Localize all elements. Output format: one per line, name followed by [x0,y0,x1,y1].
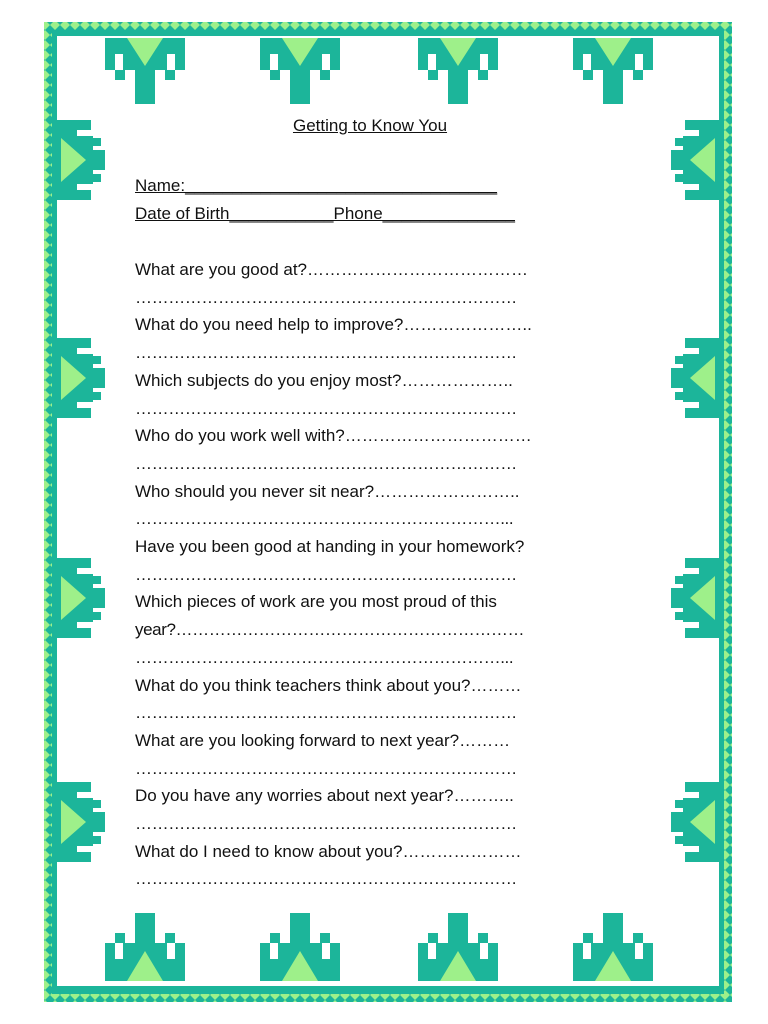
answer-line: …………………………………………………………… [135,869,517,889]
answer-line: …………………………………………………………… [135,453,517,473]
question-text: Who should you never sit near?…………………….. [135,481,520,501]
question-text: What are you good at?………………………………… [135,260,529,279]
answer-line: …………………………………………………………… [135,287,517,307]
answer-line: …………………………………………………………… [135,398,517,418]
answer-line: …………………………………………………………… [135,564,517,584]
question-text: Which subjects do you enjoy most?……………….. [135,370,513,390]
question-text: Who do you work well with?…………………………… [135,426,532,446]
question-text: What do I need to know about you?………………… [135,841,522,861]
answer-line: …………………………………………………………... [135,647,514,667]
question-text: Have you been good at handing in your homework? [135,537,525,557]
question-text: What are you looking forward to next year?……… [135,730,511,750]
question-text: What do you need help to improve?………………….. [135,315,532,335]
birth-phone-field: Date of Birth___________Phone______________ [135,204,516,223]
question-list [135,256,635,893]
answer-line: …………………………………………………………… [135,758,517,778]
question-text: Which pieces of work are you most proud of this [135,592,497,612]
answer-line: …………………………………………………………… [135,703,517,723]
answer-line: …………………………………………………………… [135,343,517,363]
answer-line: year?……………………………………………………… [135,620,525,640]
question-text: What do you think teachers think about you?……… [135,675,522,695]
answer-line: …………………………………………………………… [135,814,517,834]
answer-line: …………………………………………………………... [135,509,514,529]
question-text: Do you have any worries about next year?……….. [135,786,514,806]
page-title: Getting to Know You [292,116,448,135]
name-field: Name:_________________________________ [135,176,498,195]
form-content [135,116,635,893]
